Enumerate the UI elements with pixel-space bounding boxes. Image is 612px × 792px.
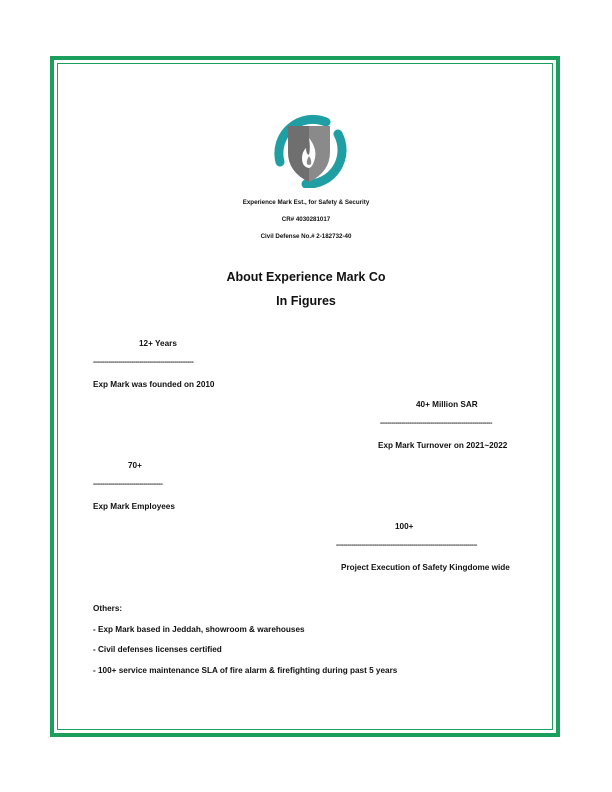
page-subtitle: In Figures [276,294,336,308]
figure-value-projects: 100+ [395,522,414,531]
others-heading: Others: [93,604,123,613]
figure-value-employees: 70+ [128,461,142,470]
figure-value-years: 12+ Years [139,339,177,348]
page-title: About Experience Mark Co [226,270,386,284]
civil-defense-number: Civil Defense No.# 2-182732-40 [260,233,352,240]
figure-divider-employees: ------------------------------------ [93,481,163,488]
others-item: - Civil defenses licenses certified [93,645,222,654]
figure-divider-years: ---------------------------------------------------- [93,359,194,366]
figure-divider-projects: ------------------------------------------------------------------------- [336,542,477,549]
figure-caption-turnover: Exp Mark Turnover on 2021~2022 [378,441,508,450]
figure-value-turnover: 40+ Million SAR [416,400,478,409]
others-item: - 100+ service maintenance SLA of fire alarm & firefighting during past 5 years [93,666,398,675]
figure-caption-employees: Exp Mark Employees [93,502,175,511]
company-cr-number: CR# 4030281017 [281,216,331,223]
shield-flame-logo-icon [266,112,352,188]
figure-divider-turnover: ---------------------------------------------------------- [380,420,493,427]
figure-caption-years: Exp Mark was founded on 2010 [93,380,215,389]
company-name: Experience Mark Est., for Safety & Security [242,199,370,206]
others-item: - Exp Mark based in Jeddah, showroom & warehouses [93,625,305,634]
figure-caption-projects: Project Execution of Safety Kingdome wide [341,563,510,572]
